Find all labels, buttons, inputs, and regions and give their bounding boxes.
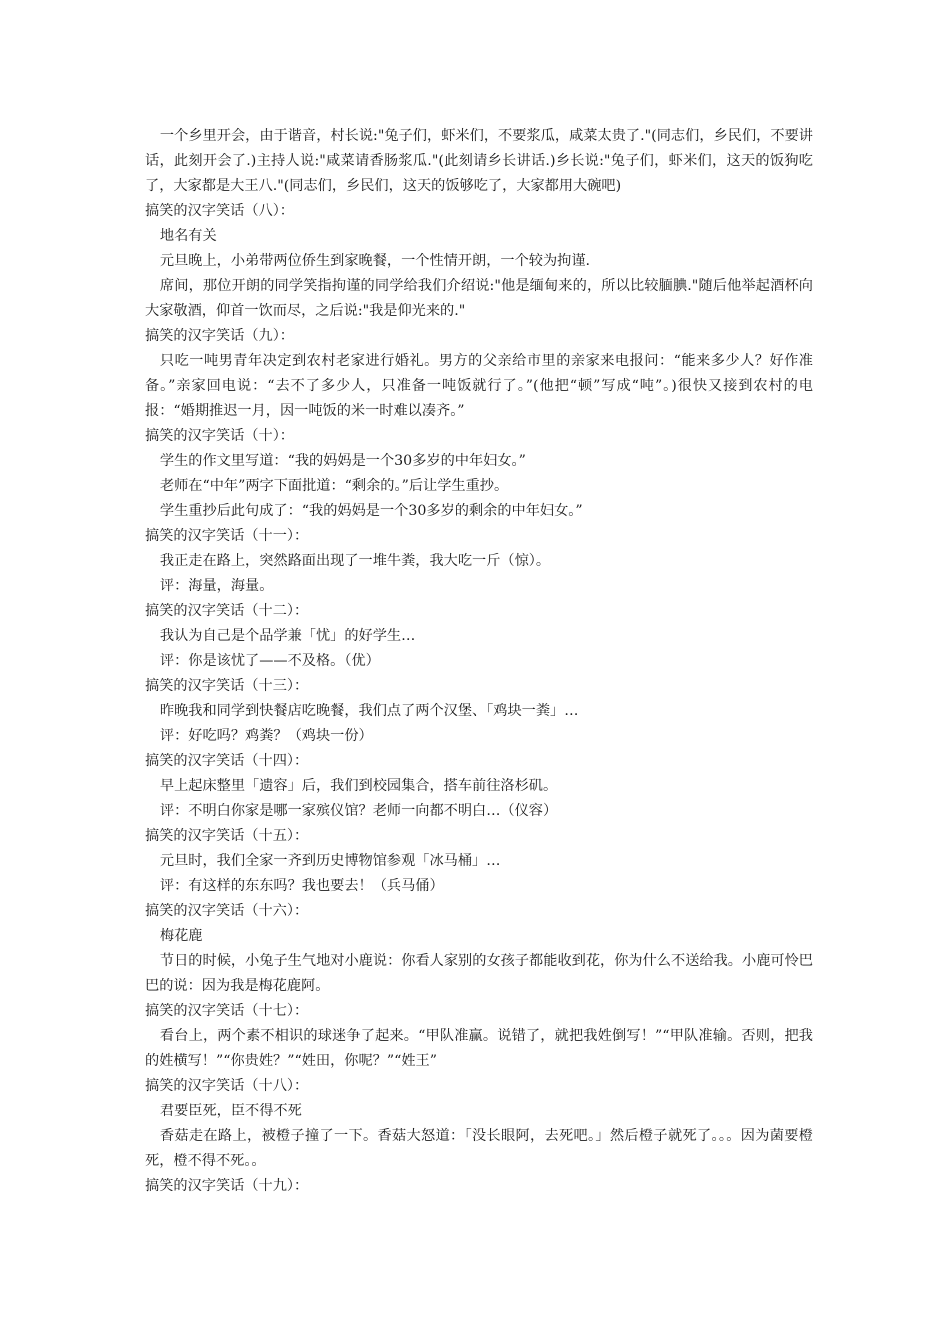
paragraph: 地名有关 xyxy=(159,228,217,244)
paragraph: 早上起床整里「遗容」后，我们到校园集合，搭车前往洛杉矶。 xyxy=(159,778,558,794)
section-heading: 搞笑的汉字笑话（十三）： xyxy=(145,678,309,694)
section-heading: 搞笑的汉字笑话（十六）： xyxy=(145,903,309,919)
paragraph: 梅花鹿 xyxy=(159,928,203,944)
paragraph: 评：你是该忧了——不及格。（优） xyxy=(159,653,380,669)
paragraph: 老师在“中年”两字下面批道：“剩余的。”后让学生重抄。 xyxy=(159,478,509,494)
paragraph: 学生的作文里写道：“我的妈妈是一个30多岁的中年妇女。” xyxy=(159,453,526,469)
section-heading: 搞笑的汉字笑话（十一）： xyxy=(145,528,309,544)
paragraph: 只吃一吨男青年决定到农村老家进行婚礼。男方的父亲给市里的亲家来电报问：“能来多少人？好作准备。”亲家回电说：“去不了多少人，只准备一吨饭就行了。”(他把“顿”写成“吨”。)很快又接到农村的电报：“婚期推迟一月，因一吨饭的米一时难以凑齐。” xyxy=(145,353,813,419)
section-heading: 搞笑的汉字笑话（十）： xyxy=(145,428,294,444)
paragraph: 一个乡里开会，由于谐音，村长说:"兔子们，虾米们，不要浆瓜，咸菜太贵了."(同志们，乡民们，不要讲话，此刻开会了.)主持人说:"咸菜请香肠浆瓜."(此刻请乡长讲话.)乡长说:"兔子们，虾米们，这天的饭狗吃了，大家都是大王八."(同志们，乡民们，这天的饭够吃了，大家都用大碗吧) xyxy=(145,128,813,194)
paragraph: 香菇走在路上，被橙子撞了一下。香菇大怒道：「没长眼阿，去死吧。」然后橙子就死了。。。因为菌要橙死，橙不得不死。。 xyxy=(145,1128,813,1169)
paragraph: 元旦晚上，小弟带两位侨生到家晚餐，一个性情开朗，一个较为拘谨. xyxy=(159,253,591,269)
paragraph: 我正走在路上，突然路面出现了一堆牛粪，我大吃一斤（惊）。 xyxy=(159,553,551,569)
paragraph: 看台上，两个素不相识的球迷争了起来。“甲队准赢。说错了，就把我姓倒写！”“甲队准输。否则，把我的姓横写！”“你贵姓？”“姓田，你呢？”“姓王” xyxy=(145,1028,813,1069)
section-heading: 搞笑的汉字笑话（十二）： xyxy=(145,603,309,619)
section-heading: 搞笑的汉字笑话（十九）： xyxy=(145,1178,309,1194)
section-heading: 搞笑的汉字笑话（十八）： xyxy=(145,1078,309,1094)
paragraph: 学生重抄后此句成了：“我的妈妈是一个30多岁的剩余的中年妇女。” xyxy=(159,503,583,519)
paragraph: 评：好吃吗？鸡粪？（鸡块一份） xyxy=(159,728,373,744)
paragraph: 我认为自己是个品学兼「忧」的好学生… xyxy=(159,628,416,644)
paragraph: 节日的时候，小兔子生气地对小鹿说：你看人家别的女孩子都能收到花，你为什么不送给我。小鹿可怜巴巴的说：因为我是梅花鹿阿。 xyxy=(145,953,813,994)
paragraph: 君要臣死，臣不得不死 xyxy=(159,1103,302,1119)
paragraph: 评：海量，海量。 xyxy=(159,578,274,594)
section-heading: 搞笑的汉字笑话（十七）： xyxy=(145,1003,309,1019)
paragraph: 昨晚我和同学到快餐店吃晚餐，我们点了两个汉堡、「鸡块一粪」… xyxy=(159,703,579,719)
section-heading: 搞笑的汉字笑话（八）： xyxy=(145,203,294,219)
section-heading: 搞笑的汉字笑话（十五）： xyxy=(145,828,309,844)
section-heading: 搞笑的汉字笑话（九）： xyxy=(145,328,294,344)
paragraph: 评：不明白你家是哪一家殡仪馆？老师一向都不明白…（仪容） xyxy=(159,803,558,819)
paragraph: 评：有这样的东东吗？我也要去！（兵马俑） xyxy=(159,878,444,894)
document-page xyxy=(145,124,813,1199)
section-heading: 搞笑的汉字笑话（十四）： xyxy=(145,753,309,769)
paragraph: 席间，那位开朗的同学笑指拘谨的同学给我们介绍说:"他是缅甸来的，所以比较腼腆."随后他举起酒杯向大家敬酒，仰首一饮而尽，之后说:"我是仰光来的." xyxy=(145,278,813,319)
paragraph: 元旦时，我们全家一齐到历史博物馆参观「冰马桶」… xyxy=(159,853,501,869)
